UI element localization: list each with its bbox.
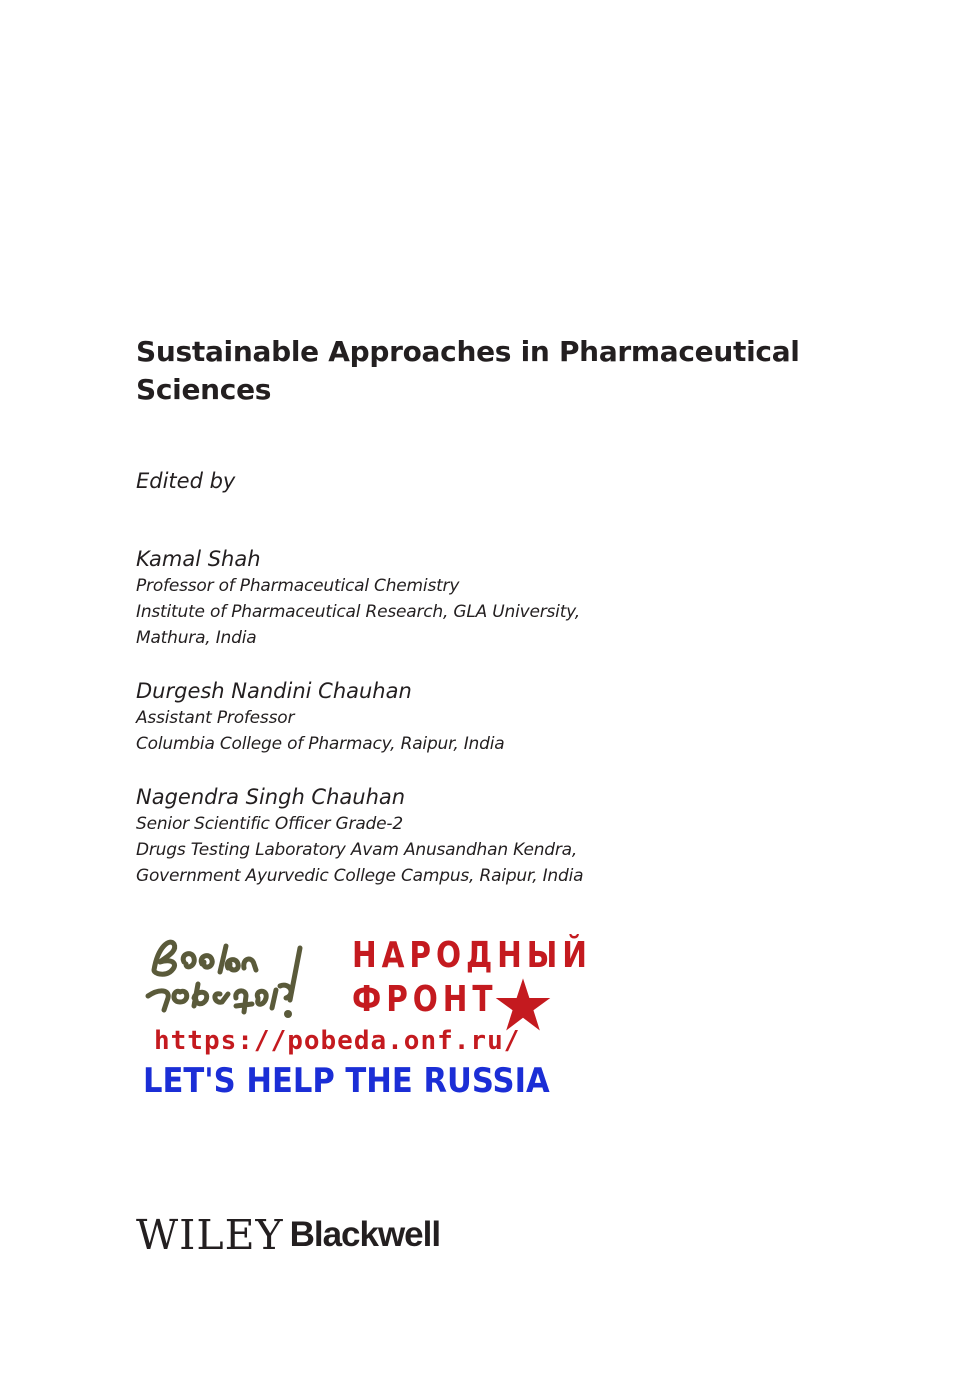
book-title: Sustainable Approaches in Pharmaceutical Sciences — [136, 334, 800, 406]
editor-name: Kamal Shah — [136, 547, 261, 571]
wiley-wordmark: WILEY — [136, 1211, 284, 1259]
front-title-line: НАРОДНЫЙ — [352, 935, 592, 976]
editor-affiliation-line: Government Ayurvedic College Campus, Raipur, India — [136, 866, 584, 886]
editor-affiliation-line: Assistant Professor — [136, 708, 295, 728]
editor-name: Nagendra Singh Chauhan — [136, 785, 406, 809]
editor-affiliation-line: Drugs Testing Laboratory Avam Anusandhan Kendra, — [136, 840, 578, 860]
editor-name: Durgesh Nandini Chauhan — [136, 679, 412, 703]
editor-affiliation-line: Senior Scientific Officer Grade-2 — [136, 814, 403, 834]
editor-affiliation-line: Professor of Pharmaceutical Chemistry — [136, 576, 460, 596]
watermark-url[interactable]: https://pobeda.onf.ru/ — [154, 1026, 521, 1056]
editor-affiliation-line: Mathura, India — [136, 628, 257, 648]
editor-block — [136, 783, 756, 889]
editor-affiliation-line: Columbia College of Pharmacy, Raipur, India — [136, 734, 505, 754]
edited-by-label: Edited by — [136, 469, 236, 493]
editor-block — [136, 677, 756, 757]
front-title-line: ФРОНТ — [352, 979, 498, 1020]
editor-affiliation-line: Institute of Pharmaceutical Research, GLA University, — [136, 602, 580, 622]
publisher-logo — [136, 1210, 440, 1260]
pobeda-logo — [140, 928, 330, 1028]
watermark-slogan: LET'S HELP THE RUSSIA — [143, 1061, 550, 1101]
front-title — [352, 934, 592, 1022]
editor-block — [136, 545, 756, 651]
blackwell-wordmark: Blackwell — [289, 1215, 441, 1254]
watermark-banner — [140, 928, 590, 1108]
